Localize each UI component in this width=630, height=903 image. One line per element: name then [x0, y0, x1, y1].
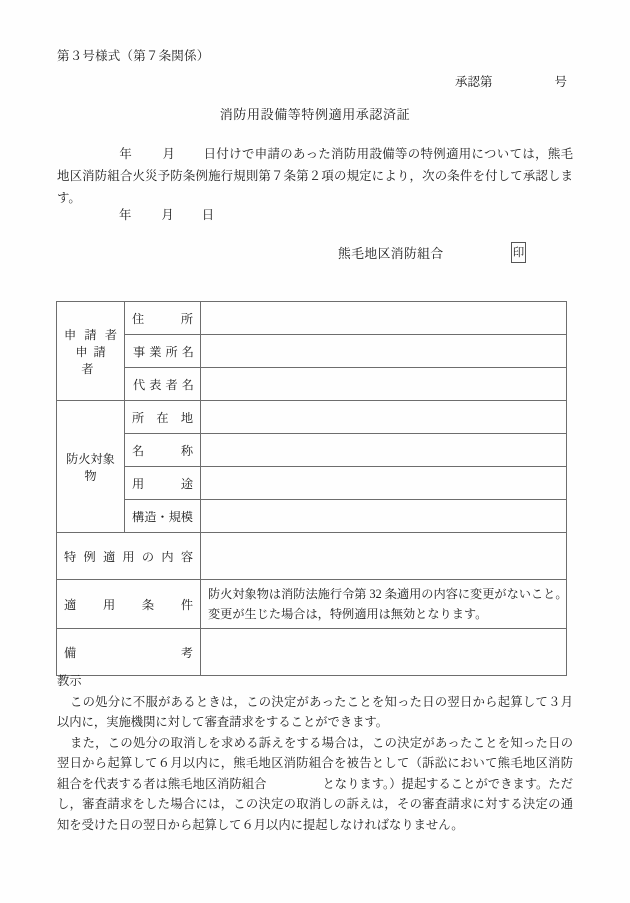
- notice-title: 教示: [57, 674, 82, 688]
- remarks-label-text: 備 考: [64, 645, 193, 660]
- applicant-group-label: 申 請 者 申請者: [57, 302, 125, 401]
- fire-target-location-label-text: 所 在 地: [132, 410, 193, 425]
- fire-target-name-label-text: 名 称: [132, 443, 193, 458]
- fire-target-structure-value[interactable]: [201, 500, 567, 533]
- notice-paragraph-1: この処分に不服があるときは，この決定があったことを知った日の翌日から起算して３月以内に，実施機関に対して審査請求をすることができます。: [57, 694, 573, 729]
- applicant-office-name-label: [125, 335, 201, 368]
- applicant-representative-label: [125, 368, 201, 401]
- remarks-label: [57, 629, 201, 676]
- seal-stamp-box: 印: [511, 242, 526, 263]
- applicant-office-name-label-text: 事 業 所 名: [133, 344, 194, 359]
- fire-target-location-value[interactable]: [201, 401, 567, 434]
- condition-label: [57, 580, 201, 629]
- issuer-name: 熊毛地区消防組合: [338, 247, 444, 261]
- applicant-address-label-text: 住 所: [132, 311, 193, 326]
- issue-date-year: 年: [119, 208, 132, 222]
- notice-paragraph-2-part-2: となります。）提起することができます。ただし，審査請求をした場合には，この決定の取消しの訴えは，その審査請求に対する決定の通知を受けた日の翌日から起算して６月以内に提起しなければなりません。: [57, 776, 573, 832]
- issue-date-day: 日: [201, 208, 215, 222]
- fire-target-location-label: [125, 401, 201, 434]
- applicant-representative-value[interactable]: [201, 368, 567, 401]
- applicant-office-name-value[interactable]: [201, 335, 567, 368]
- issue-date-line: [119, 205, 214, 223]
- table-row: [57, 335, 567, 368]
- table-row: [57, 467, 567, 500]
- condition-line-1: 防火対象物は消防法施行令第 32 条適用の内容に変更がないこと。: [208, 587, 568, 601]
- fire-target-use-label-text: 用 途: [132, 476, 193, 491]
- approval-number-line: [455, 72, 567, 90]
- table-row: [57, 434, 567, 467]
- fire-target-name-value[interactable]: [201, 434, 567, 467]
- remarks-value[interactable]: [201, 629, 567, 676]
- fire-target-structure-label-text: 構造・規模: [132, 509, 193, 524]
- notice-paragraph-2: [57, 733, 573, 836]
- table-row: [57, 302, 567, 335]
- approval-number-label: 承認第: [455, 75, 493, 89]
- fire-target-group-label: 防火対象物: [57, 401, 125, 533]
- form-number: 第３号様式（第７条関係）: [57, 49, 210, 63]
- approval-number-suffix: 号: [554, 75, 568, 89]
- applicant-address-value[interactable]: [201, 302, 567, 335]
- paragraph-day-label: 日: [203, 147, 217, 161]
- body-paragraph: [57, 143, 573, 209]
- fire-target-name-label: [125, 434, 201, 467]
- table-row: [57, 401, 567, 434]
- table-row: [57, 629, 567, 676]
- notice-section: [57, 671, 573, 835]
- paragraph-month-label: 月: [162, 147, 176, 161]
- applicant-address-label: [125, 302, 201, 335]
- condition-line-2: 変更が生じた場合は，特例適用は無効となります。: [208, 607, 488, 621]
- notice-paragraph-2-part-1: また，この処分の取消しを求める訴えをする場合は，この決定があったことを知った日の翌日から起算して６月以内に，熊毛地区消防組合を被告として（訴訟において熊毛地区消防組合を代表する者は熊毛地区消防組合: [57, 735, 573, 791]
- condition-label-text: 適 用 条 件: [64, 597, 193, 612]
- condition-value: [201, 580, 567, 629]
- fire-target-use-value[interactable]: [201, 467, 567, 500]
- application-form-table: [56, 301, 567, 676]
- issue-date-month: 月: [161, 208, 174, 222]
- fire-target-use-label: [125, 467, 201, 500]
- page-title: 消防用設備等特例適用承認済証: [219, 107, 411, 122]
- special-content-label: [57, 533, 201, 580]
- applicant-representative-label-text: 代 表 者 名: [133, 377, 194, 392]
- special-content-label-text: 特 例 適 用 の 内 容: [64, 549, 193, 564]
- applicant-group-text: 申請者: [75, 344, 112, 376]
- table-row: [57, 533, 567, 580]
- fire-target-structure-label: [125, 500, 201, 533]
- table-row: [57, 500, 567, 533]
- table-row: [57, 580, 567, 629]
- paragraph-text: 付けで申請のあった消防用設備等の特例適用については，熊毛地区消防組合火災予防条例施行規則第７条第２項の規定により，次の条件を付して承認します。: [57, 147, 574, 205]
- table-row: [57, 368, 567, 401]
- special-content-value[interactable]: [201, 533, 567, 580]
- paragraph-year-label: 年: [119, 147, 133, 161]
